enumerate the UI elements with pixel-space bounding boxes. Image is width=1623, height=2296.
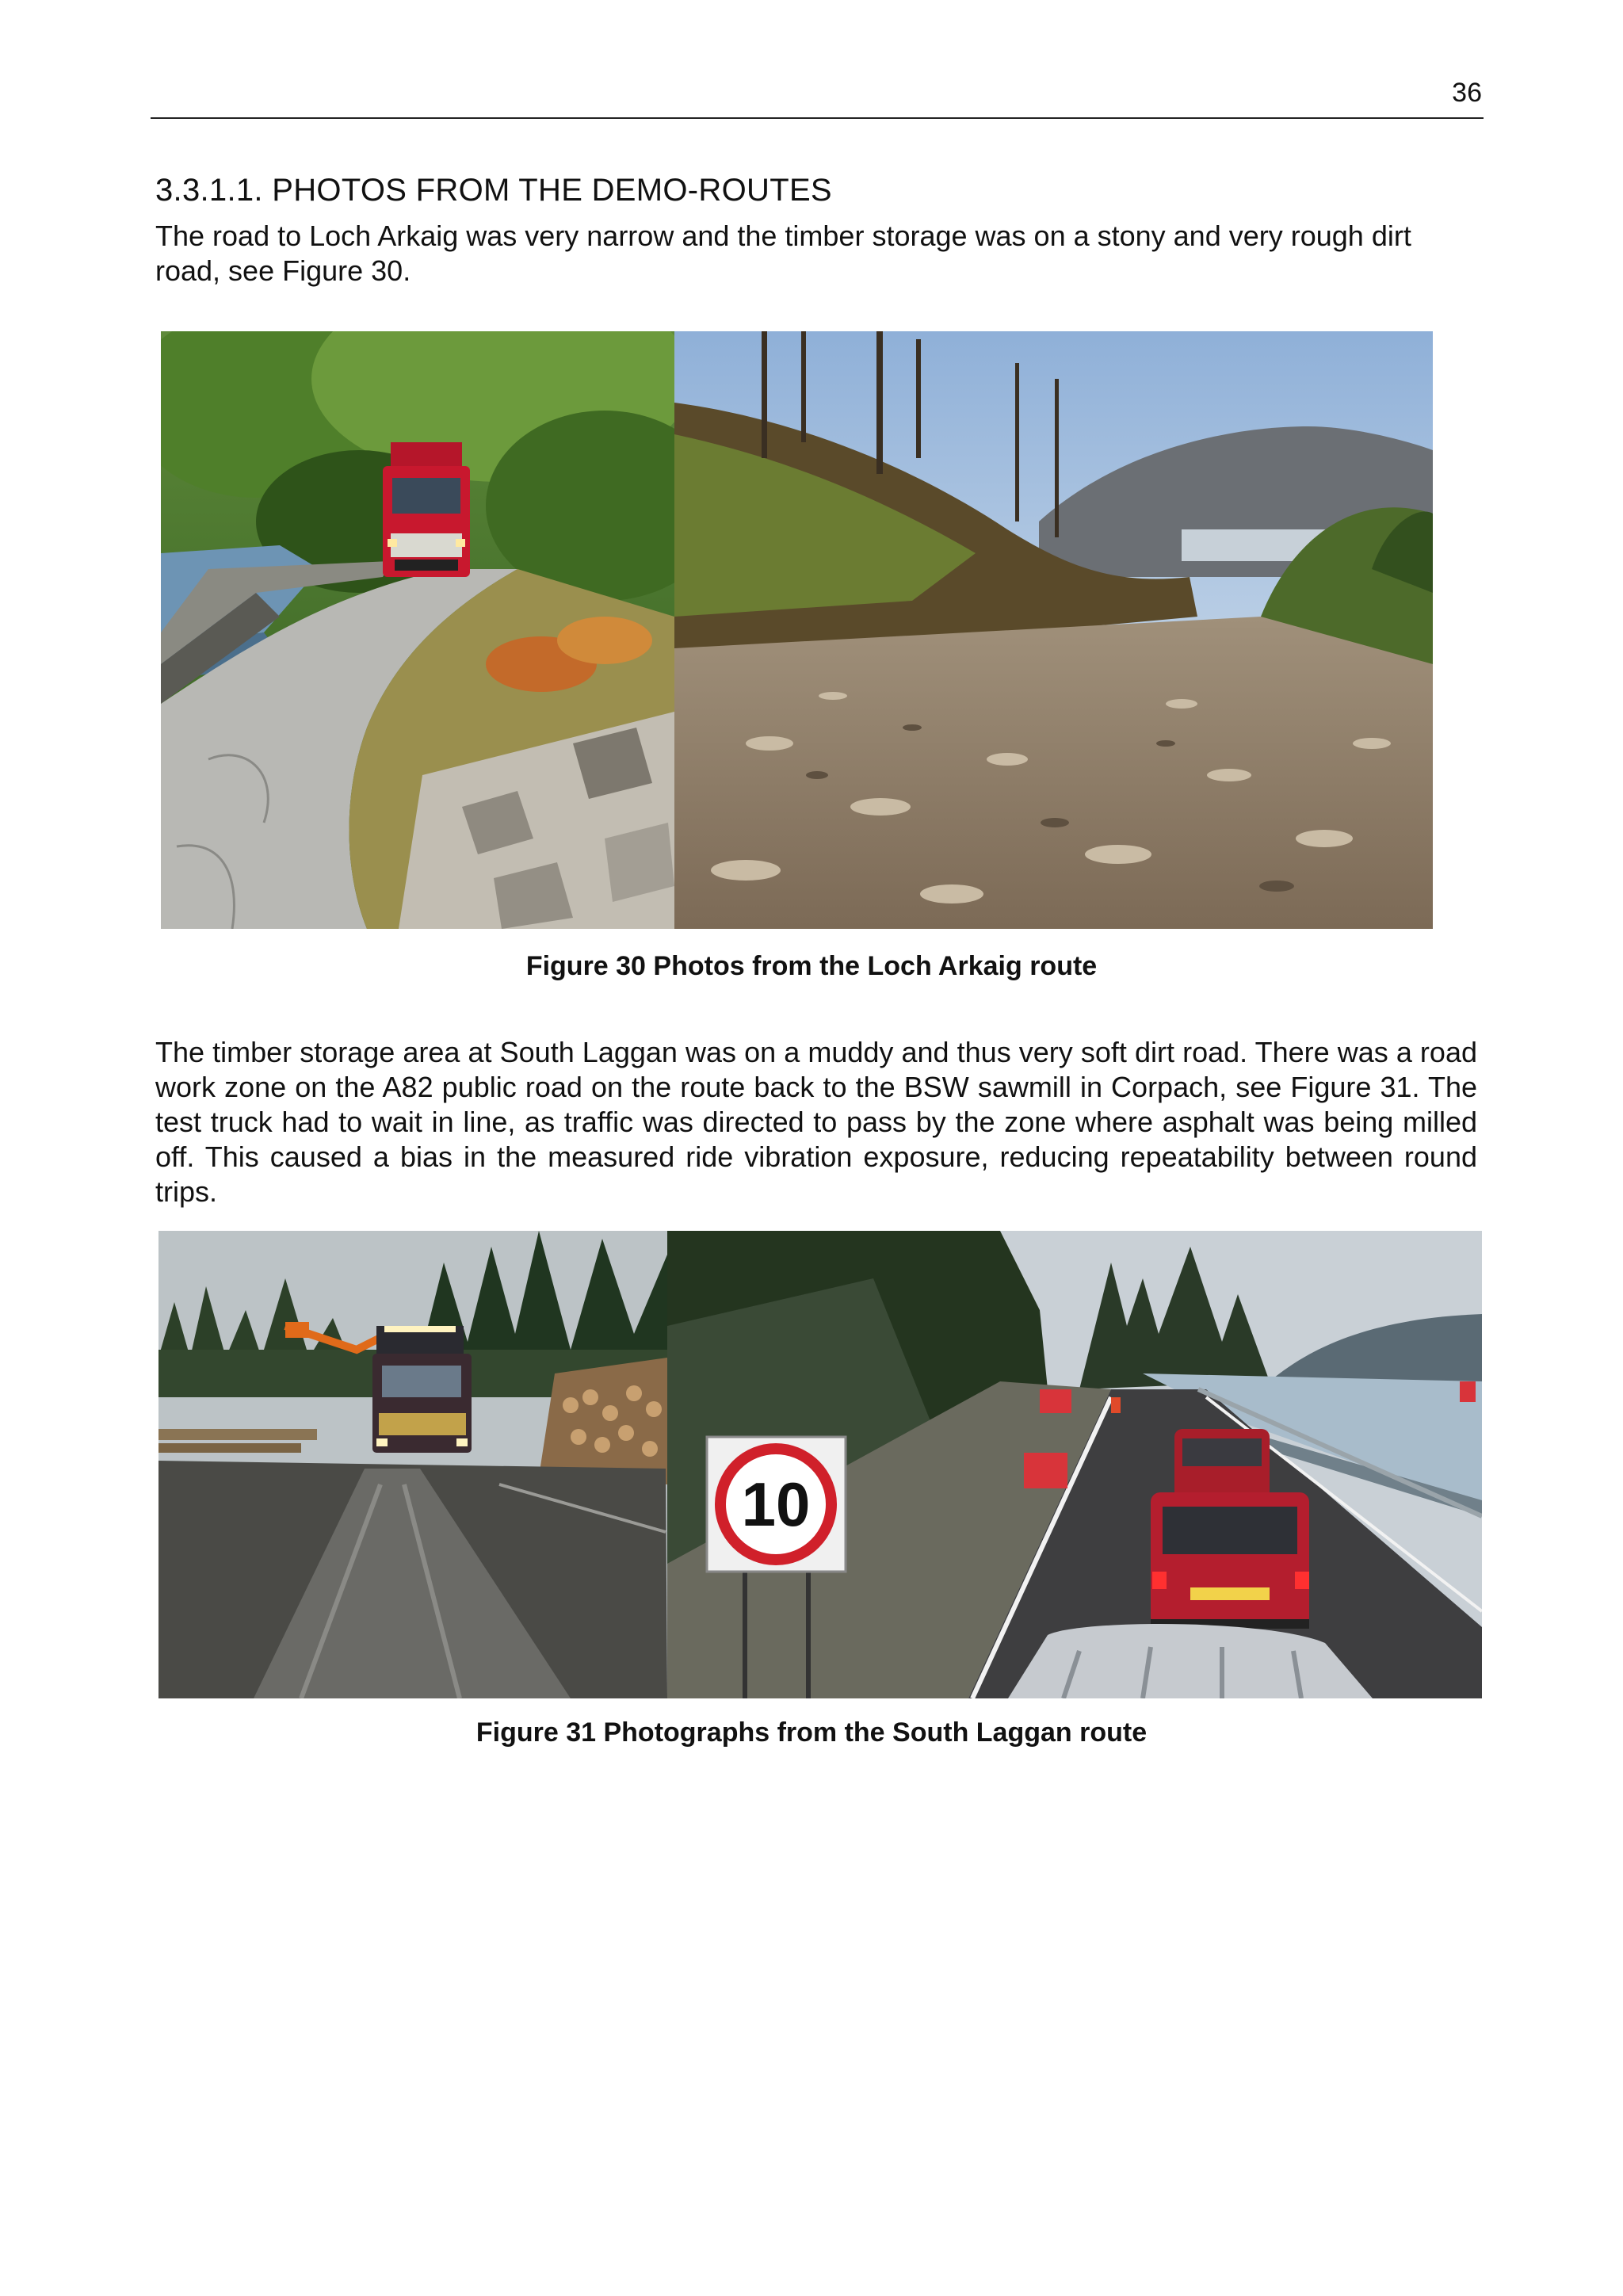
intro-paragraph: The road to Loch Arkaig was very narrow and the timber storage was on a stony and very rough dirt road, see Figure 30. [155,220,1411,287]
section-heading: 3.3.1.1. PHOTOS FROM THE DEMO-ROUTES [155,173,832,208]
figure-31-caption: Figure 31 Photographs from the South Laggan route [475,1717,1148,1748]
page-number: 36 [1452,78,1482,108]
figure-30-caption: Figure 30 Photos from the Loch Arkaig route [525,951,1098,981]
header-rule [151,117,1484,119]
photo-narrow-lochside-road [161,331,674,929]
photo-a82-road-work-queue [667,1231,1482,1698]
photo-muddy-timber-road [158,1231,667,1698]
speed-limit-sign: 10 [741,1469,811,1539]
photo-stony-dirt-road [674,331,1433,929]
body-paragraph: The timber storage area at South Laggan was on a muddy and thus very soft dirt road. There was a road work zone on the A82 public road on the route back to the BSW sawmill in Corpach, see Figure 31. The test truck had to wait in line, as traffic was directed to pass by the zone where asphalt was being milled off. This caused a bias in the measured ride vibration exposure, reducing repeatability between round trips. [155,1036,1477,1208]
